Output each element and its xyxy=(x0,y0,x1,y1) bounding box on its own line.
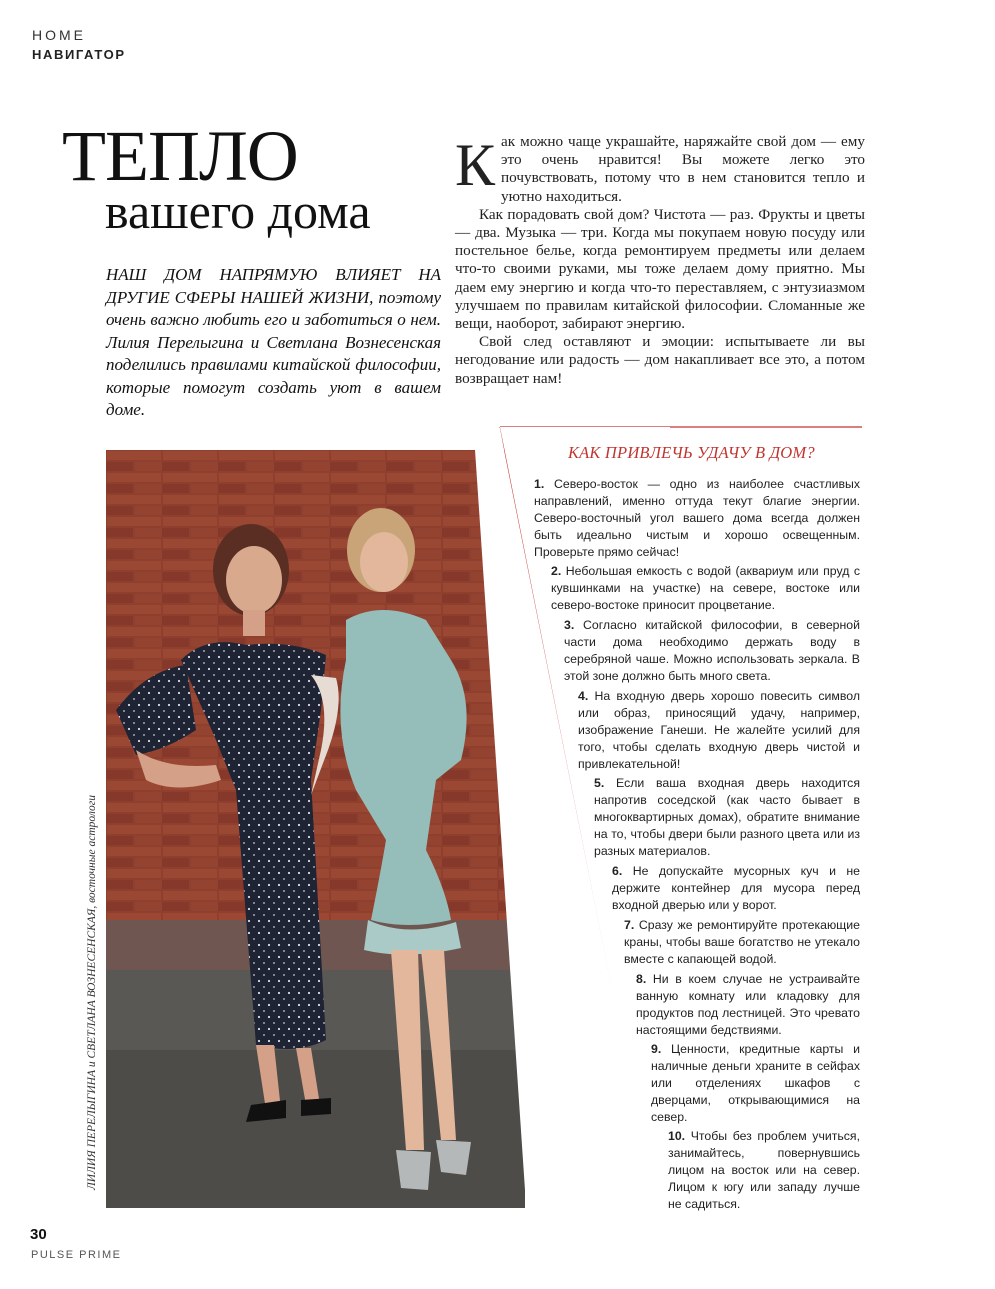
tip-number: 9. xyxy=(651,1042,662,1056)
tip-text: Ценности, кредитные карты и наличные деньги храните в сейфах или отделениях шкафов с дверцами, открывающимися на север. xyxy=(651,1042,860,1124)
tip-number: 10. xyxy=(668,1129,686,1143)
tip-number: 7. xyxy=(624,918,635,932)
section-home: HOME xyxy=(32,27,86,43)
tip-number: 6. xyxy=(612,864,623,878)
tips-box-title: КАК ПРИВЛЕЧЬ УДАЧУ В ДОМ? xyxy=(568,443,815,462)
tip-number: 8. xyxy=(636,972,647,986)
tip-number: 2. xyxy=(551,564,562,578)
drop-cap: К xyxy=(455,132,496,198)
tip-text: Северо-восток — одно из наиболее счастливых направлений, именно оттуда текут благие энергии. Северо-восточный угол вашего дома всегда должен быть идеально чистым и хорошо освещенным. Проверьте прямо сейчас! xyxy=(534,477,861,559)
body-paragraph-2: Как порадовать свой дом? Чистота — раз. Фрукты и цветы — два. Музыка — три. Когда мы покупаем новую посуду или постельное белье, когда ремонтируем предметы или делаем что-то своими руками, мы тоже делаем дому приятно. Мы даем ему энергию и когда что-то переставляем, с энтузиазмом улучшаем по правилам китайской философии. Сломанные же вещи, наоборот, забирают энергию. xyxy=(455,205,865,333)
tip-text: Если ваша входная дверь находится напротив соседской (как часто бывает в многоквартирных домах), обратите внимание на то, чтобы двери были разного цвета или из разных материалов. xyxy=(594,776,860,858)
body-paragraph-3: Свой след оставляют и эмоции: испытываете ли вы негодование или радость — дом накапливает все это, а потом возвращает нам! xyxy=(455,333,865,387)
section-navigator: НАВИГАТОР xyxy=(32,47,126,62)
tip-text: Согласно китайской философии, в северной части дома необходимо держать воду в серебряной чаше. Можно использовать зеркала. В этой зоне должно быть много света. xyxy=(564,618,860,683)
tip-number: 1. xyxy=(534,477,545,491)
photo-angle-cover xyxy=(470,427,670,1212)
tip-text: Ни в коем случае не устраивайте ванную комнату или кладовку для продуктов под лестницей. Это чревато настоящими бедствиями. xyxy=(636,972,860,1037)
article-title-line1: ТЕПЛО xyxy=(62,116,298,196)
tip-number: 4. xyxy=(578,689,589,703)
tip-number: 3. xyxy=(564,618,575,632)
tip-text: Сразу же ремонтируйте протекающие краны, чтобы ваше богатство не утекало вместе с капающей водой. xyxy=(624,918,860,966)
article-title-line2: вашего дома xyxy=(105,183,371,239)
tip-number: 5. xyxy=(594,776,605,790)
article-body xyxy=(455,133,865,388)
tip-text: На входную дверь хорошо повесить символ или образ, приносящий удачу, например, изображение Ганеши. Не жалейте усилий для того, чтобы сделать входную дверь чистой и привлекательной! xyxy=(578,689,860,771)
section-label xyxy=(32,27,126,62)
tip-text: Небольшая емкость с водой (аквариум или пруд с кувшинками на участке) на севере, востоке или северо-востоке приносит процветание. xyxy=(551,564,860,612)
article-lead: НАШ ДОМ НАПРЯМУЮ ВЛИЯЕТ НА ДРУГИЕ СФЕРЫ НАШЕЙ ЖИЗНИ, поэтому очень важно любить его и заботиться о нем. Лилия Перелыгина и Светлана Вознесенская поделились правилами китайской философии, которые помогут создать уют в вашем доме. xyxy=(106,265,441,419)
body-paragraph-1: ак можно чаще украшайте, наряжайте свой дом — ему это очень нравится! Вы можете легко это почувствовать, потому что в нем становится тепло и уютно находиться. xyxy=(501,133,865,205)
magazine-name: PULSE PRIME xyxy=(31,1249,122,1261)
photo-caption: ЛИЛИЯ ПЕРЕЛЫГИНА и СВЕТЛАНА ВОЗНЕСЕНСКАЯ, восточные астрологи xyxy=(86,794,98,1190)
page-number: 30 xyxy=(30,1226,47,1243)
tip-text: Чтобы без проблем учиться, занимайтесь, повернувшись лицом на восток или на север. Лицом к югу или западу лучше не садиться. xyxy=(668,1129,860,1211)
tip-text: Не допускайте мусорных куч и не держите контейнер для мусора перед входной дверью или у ворот. xyxy=(612,864,860,912)
